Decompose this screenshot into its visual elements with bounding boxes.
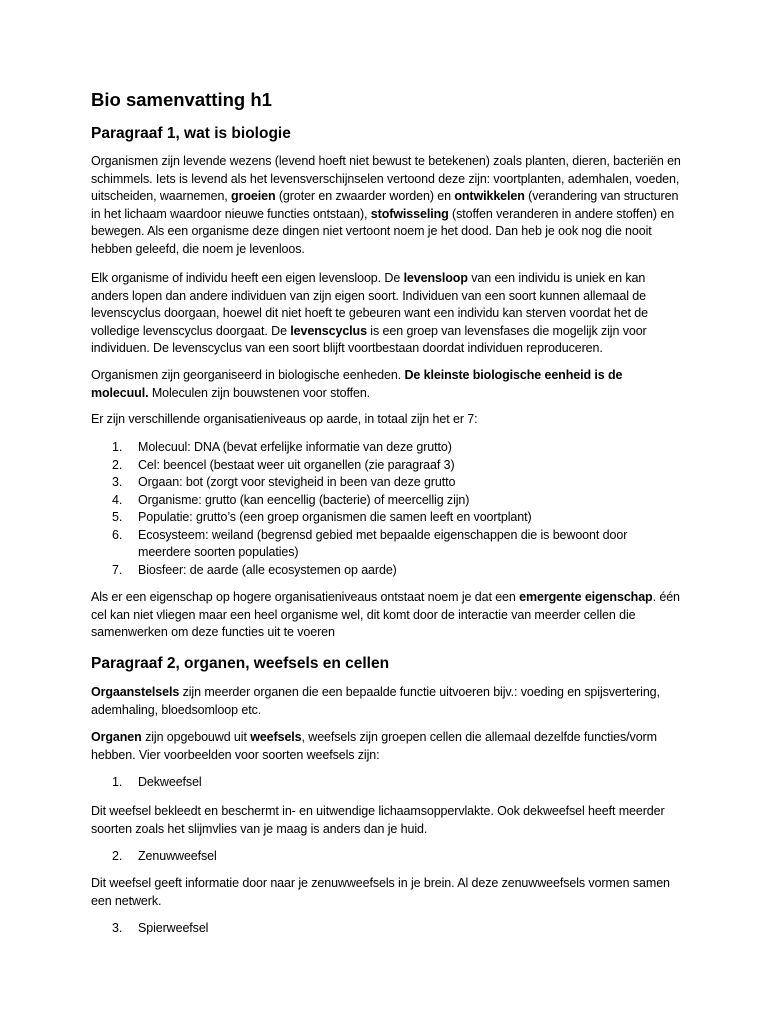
paragraph-biologische-eenheden bbox=[91, 367, 681, 402]
text-run: . één cel kan niet vliegen maar een heel organisme wel, dit komt door de interactie van meerder cellen die samenwerken om deze functies uit te voeren bbox=[91, 590, 680, 639]
document-title: Bio samenvatting h1 bbox=[91, 89, 272, 110]
list-item: 7. Biosfeer: de aarde (alle ecosystemen op aarde) bbox=[112, 562, 397, 577]
text-run: (verandering van structuren in het lichaam waardoor nieuwe functies ontstaan), bbox=[91, 189, 679, 221]
paragraph-zenuwweefsel bbox=[91, 875, 681, 910]
bold-term: stofwisseling bbox=[370, 206, 449, 221]
list-item: 3. Spierweefsel bbox=[112, 921, 209, 935]
list-item: 1. Dekweefsel bbox=[112, 775, 202, 789]
bold-term: emergente eigenschap bbox=[519, 590, 653, 604]
list-item: 2. Cel: beencel (bestaat weer uit organellen (zie paragraaf 3) bbox=[112, 457, 455, 472]
list-item: 5. Populatie: grutto’s (een groep organismen die samen leeft en voortplant) bbox=[112, 510, 532, 524]
bold-term: groeien bbox=[231, 189, 276, 203]
text-run: Organismen zijn georganiseerd in biologische eenheden. bbox=[91, 368, 405, 382]
weefsel-item-3 bbox=[91, 920, 681, 938]
list-item: 3. Orgaan: bot (zorgt voor stevigheid in been van deze grutto bbox=[112, 475, 456, 489]
bold-term: ontwikkelen bbox=[454, 189, 525, 203]
text-run: is een groep van levensfases die mogelijk zijn voor individuen. De levenscyclus van een soort blijft voortbestaan doordat individuen reproduceren. bbox=[91, 323, 647, 355]
paragraph-organismen bbox=[91, 153, 681, 258]
paragraph-orgaanstelsels bbox=[91, 684, 681, 719]
paragraph-dekweefsel bbox=[91, 803, 681, 838]
section-heading-paragraaf-1: Paragraaf 1, wat is biologie bbox=[91, 125, 291, 142]
text-run: , weefsels zijn groepen cellen die allemaal dezelfde functies/vorm hebben. Vier voorbeelden voor soorten weefsels zijn: bbox=[91, 730, 657, 762]
text-run: Dit weefsel geeft informatie door naar je zenuwweefsels in je brein. Al deze zenuwweefsels vormen samen een netwerk. bbox=[91, 876, 670, 908]
list-item: 6. Ecosysteem: weiland (begrensd gebied met bepaalde eigenschappen die is bewoont door meerdere soorten populaties) bbox=[112, 527, 628, 559]
bold-term: Orgaanstelsels bbox=[91, 685, 180, 699]
section-heading-paragraaf-2: Paragraaf 2, organen, weefsels en cellen bbox=[91, 655, 390, 672]
text-run: Dit weefsel bekleedt en beschermt in- en uitwendige lichaamsoppervlakte. Ook dekweefsel heeft meerder soorten zoals het slijmvlies van je maag is anders dan je huid. bbox=[91, 804, 665, 836]
bold-term: weefsels bbox=[250, 730, 302, 744]
text-run: (groter en zwaarder worden) en bbox=[275, 189, 455, 203]
weefsel-item-1 bbox=[91, 774, 681, 792]
bold-term: levensloop bbox=[403, 271, 468, 285]
list-item: 1. Molecuul: DNA (bevat erfelijke informatie van deze grutto) bbox=[112, 440, 452, 454]
text-run: Organismen zijn levende wezens (levend hoeft niet bewust te betekenen) zoals planten, dieren, bacteriën en schimmels. Iets is levend als het levensverschijnselen vertoond deze zijn: voortplanten, ademhalen, voeden, uitscheiden, waarnemen, bbox=[91, 154, 681, 203]
organisatieniveaus-list bbox=[91, 439, 681, 579]
bold-term: Organen bbox=[91, 730, 142, 744]
list-item: 4. Organisme: grutto (kan eencellig (bacterie) of meercellig zijn) bbox=[112, 492, 470, 507]
paragraph-emergente-eigenschap bbox=[91, 589, 681, 642]
text-run: (stoffen veranderen in andere stoffen) en bewegen. Als een organisme deze dingen niet vertoont noem je het dood. Dan heb je ook nog die nooit hebben geleefd, die noem je levenloos. bbox=[91, 206, 675, 256]
text-run: zijn meerder organen die een bepaalde functie uitvoeren bijv.: voeding en spijsvertering, ademhaling, bloedsomloop etc. bbox=[91, 685, 660, 717]
text-run: Er zijn verschillende organisatieniveaus op aarde, in totaal zijn het er 7: bbox=[91, 412, 478, 426]
text-run: Als er een eigenschap op hogere organisatieniveaus ontstaat noem je dat een bbox=[91, 590, 520, 604]
text-run: zijn opgebouwd uit bbox=[141, 730, 251, 744]
paragraph-organisatieniveaus-intro bbox=[91, 411, 681, 429]
bold-term: levenscyclus bbox=[290, 323, 367, 338]
text-run: Moleculen zijn bouwstenen voor stoffen. bbox=[148, 385, 371, 400]
paragraph-organen-weefsels bbox=[91, 729, 681, 764]
paragraph-levensloop bbox=[91, 270, 681, 358]
text-run: van een individu is uniek en kan anders lopen dan andere individuen van zijn eigen soort. Individuen van een soort kunnen allemaal de levenscyclus doorgaan, hoewel dit niet hoeft te gebeuren want een individu kan sterven voordat het de volledige levenscyclus doorgaat. De bbox=[91, 271, 648, 338]
list-item: 2. Zenuwweefsel bbox=[112, 849, 217, 863]
text-run: Elk organisme of individu heeft een eigen levensloop. De bbox=[91, 271, 404, 285]
bold-term: De kleinste biologische eenheid is de molecuul. bbox=[91, 368, 623, 400]
weefsel-item-2 bbox=[91, 848, 681, 866]
